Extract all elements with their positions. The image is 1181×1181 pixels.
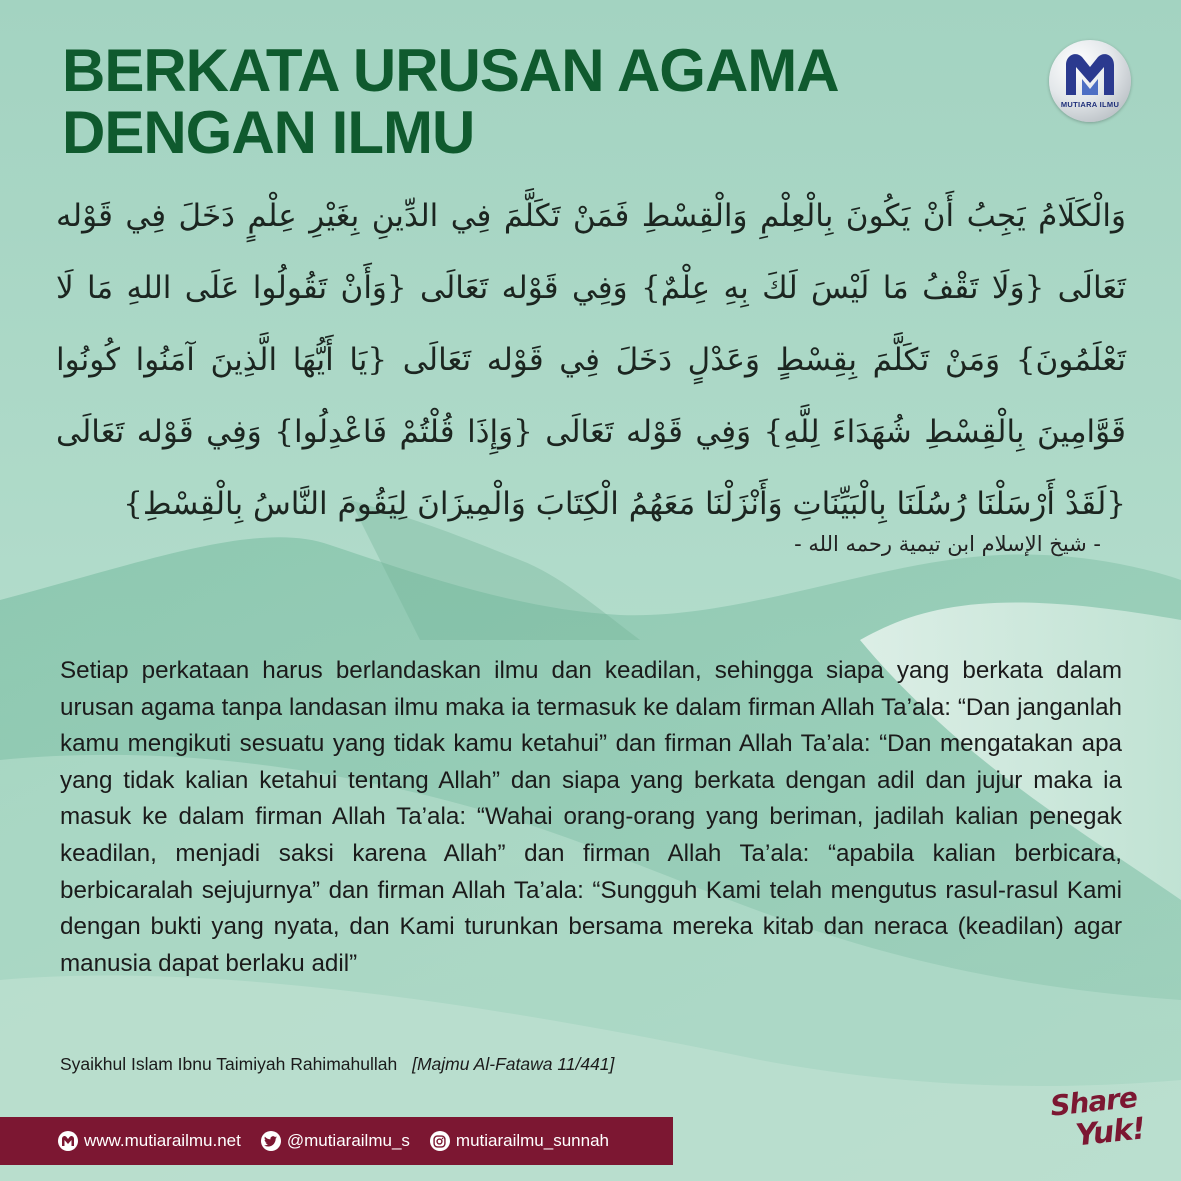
share-line-1: Share [1048,1080,1139,1123]
share-line-2: Yuk! [1073,1111,1147,1154]
website-text: www.mutiarailmu.net [84,1131,241,1150]
twitter-handle: @mutiarailmu_s [286,1131,410,1150]
instagram-icon [430,1131,450,1151]
footer-bar [0,1117,673,1165]
source-reference: [Majmu Al-Fatawa 11/441] [412,1054,615,1074]
instagram-link[interactable] [430,1131,609,1151]
website-link[interactable] [58,1131,241,1151]
translation-paragraph: Setiap perkataan harus berlandaskan ilmu dan keadilan, sehingga siapa yang berkata dalam urusan agama tanpa landasan ilmu maka ia termasuk ke dalam firman Allah Ta’ala: “Dan janganlah kamu mengikuti sesuatu yang tidak kamu ketahui” dan firman Allah Ta’ala: “Dan mengatakan apa yang tidak kalian ketahui tentang Allah” dan siapa yang berkata dengan adil dan jujur maka ia masuk ke dalam firman Allah Ta’ala: “Wahai orang-orang yang beriman, jadilah kalian penegak keadilan, menjadi saksi karena Allah” dan firman Allah Ta’ala: “apabila kalian berbicara, berbicaralah sejujurnya” dan firman Allah Ta’ala: “Sungguh Kami telah mengutus rasul-rasul Kami dengan bukti yang nyata, dan Kami turunkan bersama mereka kitab dan neraca (keadilan) agar manusia dapat berlaku adil” [60,657,1122,977]
arabic-quote: وَالْكَلَامُ يَجِبُ أَنْ يَكُونَ بِالْعِلْمِ وَالْقِسْطِ فَمَنْ تَكَلَّمَ فِي الدِّينِ بِغَيْرِ عِلْمٍ دَخَلَ فِي قَوْله تَعَالَى {وَلَا تَقْفُ مَا لَيْسَ لَكَ بِهِ عِلْمٌ} وَفِي قَوْله تَعَالَى {وَأَنْ تَقُولُوا عَلَى اللهِ مَا لَا تَعْلَمُونَ} وَمَنْ تَكَلَّمَ بِقِسْطٍ وَعَدْلٍ دَخَلَ فِي قَوْله تَعَالَى {يَا أَيُّهَا الَّذِينَ آمَنُوا كُونُوا قَوَّامِينَ بِالْقِسْطِ شُهَدَاءَ لِلَّهِ} وَفِي قَوْله تَعَالَى {وَإِذَا قُلْتُمْ فَاعْدِلُوا} وَفِي قَوْله تَعَالَى {لَقَدْ أَرْسَلْنَا رُسُلَنَا بِالْبَيِّنَاتِ وَأَنْزَلْنَا مَعَهُمُ الْكِتَابَ وَالْمِيزَانَ لِيَقُومَ النَّاسُ بِالْقِسْطِ} [56,198,1126,522]
title-line-1: BERKATA URUSAN AGAMA [62,37,839,104]
logo-mark-icon [1060,49,1120,99]
source-citation [60,1054,614,1075]
arabic-attribution: - شيخ الإسلام ابن تيمية رحمه الله - [794,532,1101,556]
source-author: Syaikhul Islam Ibnu Taimiyah Rahimahullah [60,1054,398,1074]
logo-text: MUTIARA ILMU [1060,100,1120,109]
mutiara-ilmu-logo-icon [1049,40,1131,122]
twitter-icon [261,1131,281,1151]
twitter-link[interactable] [261,1131,410,1151]
mutiara-ilmu-icon [58,1131,78,1151]
share-yuk-badge [1035,1080,1147,1168]
poster-title [62,37,962,166]
instagram-handle: mutiarailmu_sunnah [455,1131,609,1150]
title-line-2: DENGAN ILMU [62,99,475,166]
